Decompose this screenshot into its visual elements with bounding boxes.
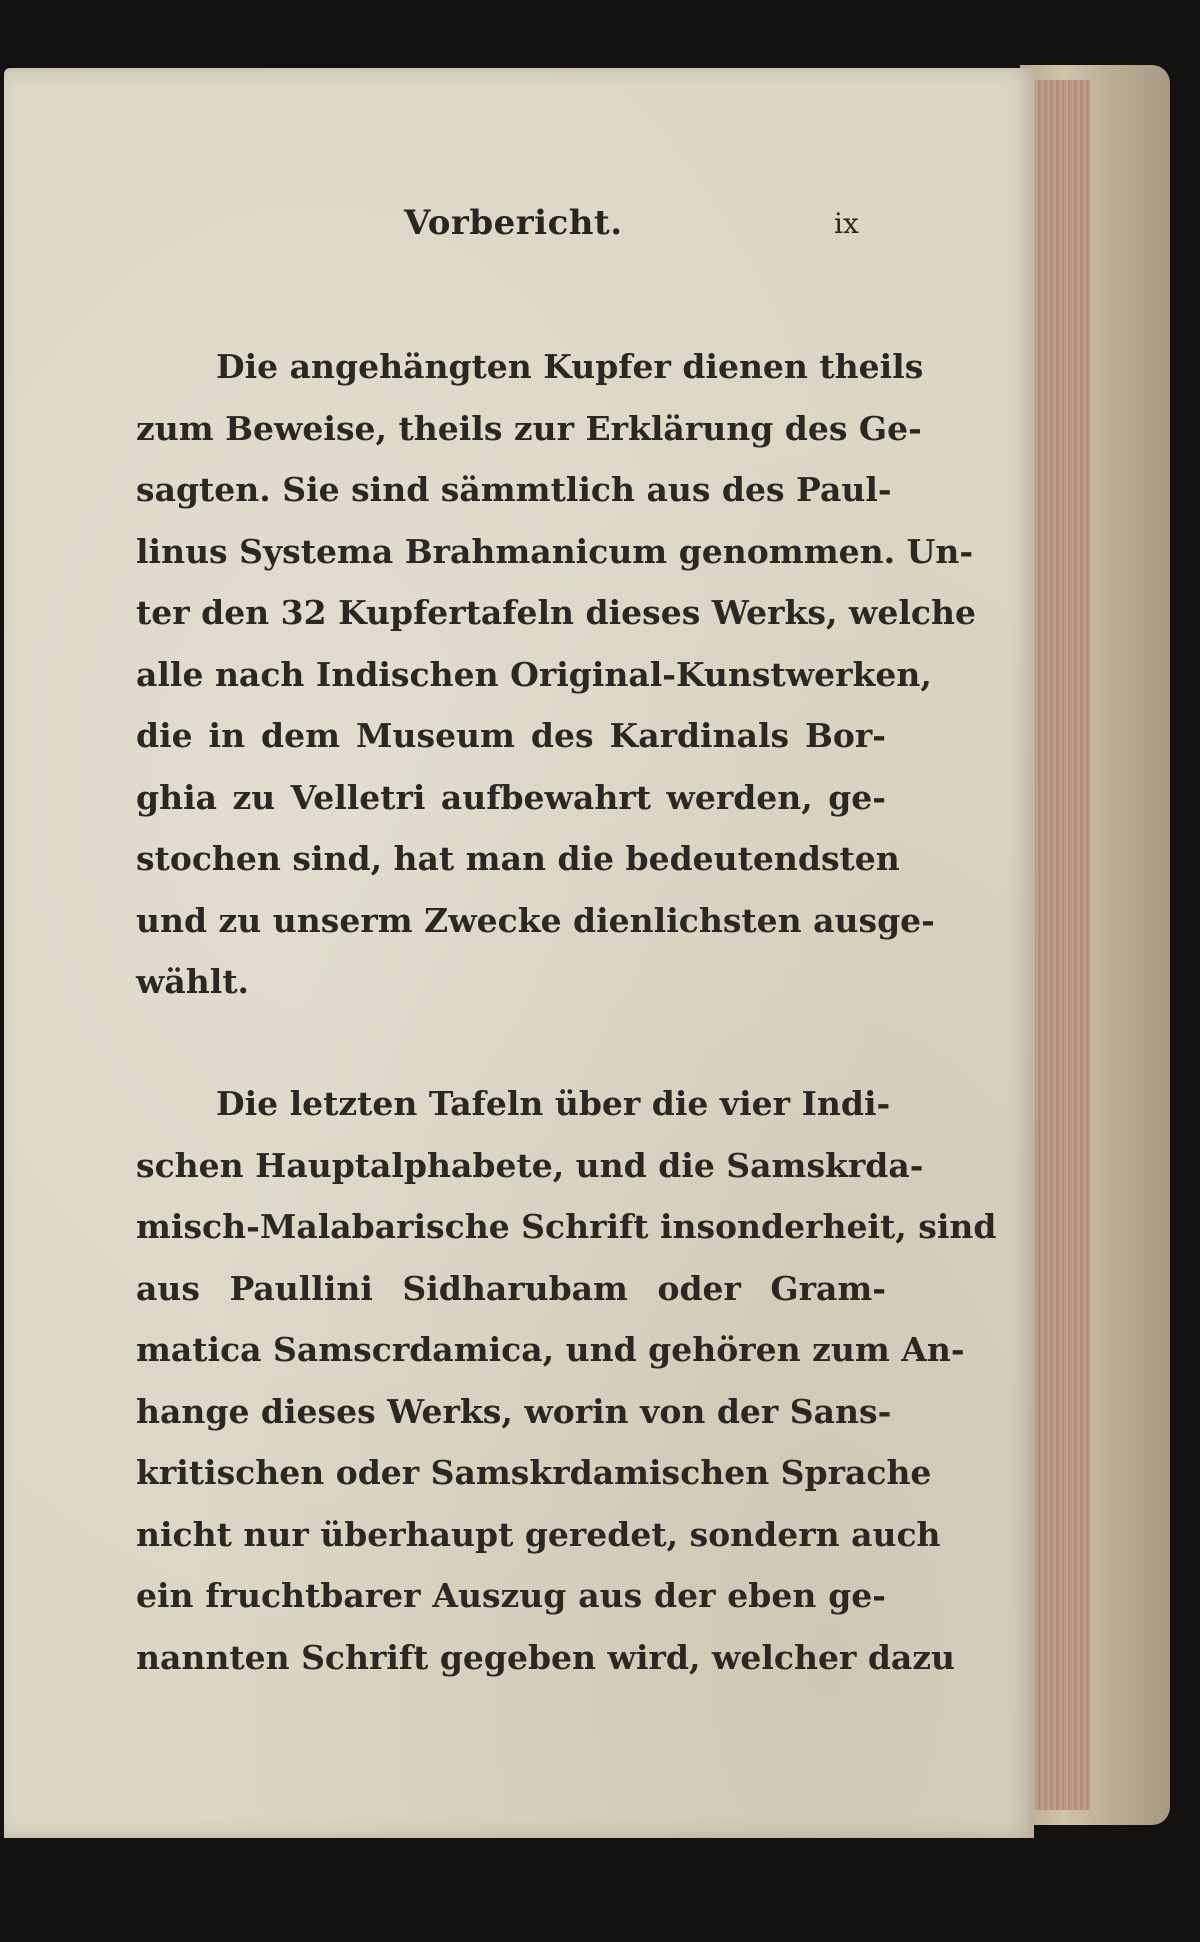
text-line: Die angehängten Kupfer dienen theils: [216, 347, 924, 386]
text-line: ter den 32 Kupfertafeln dieses Werks, welche: [136, 593, 976, 632]
paragraph-2: [136, 1073, 997, 1688]
text-line: aus Paullini Sidharubam oder Gram-: [136, 1268, 886, 1308]
text-line: linus Systema Brahmanicum genommen. Un-: [136, 531, 974, 571]
book-page: [4, 68, 1034, 1838]
running-title: Vorbericht.: [404, 203, 623, 243]
text-line: die in dem Museum des Kardinals Bor-: [136, 716, 886, 755]
text-line: alle nach Indischen Original-Kunstwerken,: [136, 654, 932, 694]
page-edges: [1035, 80, 1090, 1810]
text-line: Die letzten Tafeln über die vier Indi-: [216, 1084, 891, 1123]
text-line: schen Hauptalphabete, und die Samskrda-: [136, 1145, 924, 1185]
text-line: ein fruchtbarer Auszug aus der eben ge-: [136, 1576, 886, 1615]
text-line: kritischen oder Samskrdamischen Sprache: [136, 1453, 932, 1492]
text-line: und zu unserm Zwecke dienlichsten ausge-: [136, 900, 935, 940]
text-line: matica Samscrdamica, und gehören zum An-: [136, 1330, 965, 1369]
running-header: [4, 203, 1034, 263]
text-line: misch-Malabarische Schrift insonderheit, sind: [136, 1207, 997, 1246]
text-line: ghia zu Velletri aufbewahrt werden, ge-: [136, 777, 886, 817]
paragraph-1: [136, 336, 976, 1013]
text-line: zum Beweise, theils zur Erklärung des Ge-: [136, 408, 922, 448]
text-line: sagten. Sie sind sämmtlich aus des Paul-: [136, 470, 892, 509]
text-line: wählt.: [136, 962, 250, 1001]
text-line: stochen sind, hat man die bedeutendsten: [136, 839, 900, 878]
text-line: nicht nur überhaupt geredet, sondern auch: [136, 1514, 941, 1554]
page-number: ix: [834, 207, 859, 240]
text-line: nannten Schrift gegeben wird, welcher dazu: [136, 1637, 956, 1677]
text-line: hange dieses Werks, worin von der Sans-: [136, 1391, 892, 1431]
